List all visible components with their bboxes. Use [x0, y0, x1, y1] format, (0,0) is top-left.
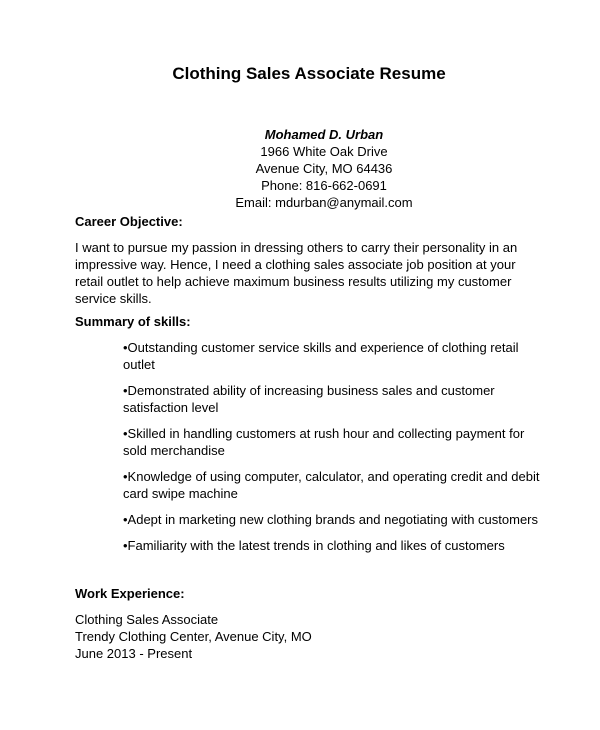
job-position: Clothing Sales Associate	[75, 612, 219, 627]
skills-heading: Summary of skills:	[75, 314, 191, 329]
career-objective-heading: Career Objective:	[75, 214, 183, 229]
skill-item: •Demonstrated ability of increasing business sales and customer satisfaction level	[123, 383, 495, 415]
job-dates: June 2013 - Present	[75, 646, 193, 661]
document-title: Clothing Sales Associate Resume	[172, 64, 446, 83]
job-employer: Trendy Clothing Center, Avenue City, MO	[75, 629, 312, 644]
skill-item: •Knowledge of using computer, calculator, and operating credit and debit card swipe machine	[123, 469, 540, 501]
skill-item: •Familiarity with the latest trends in clothing and likes of customers	[123, 538, 505, 553]
work-experience-heading: Work Experience:	[75, 586, 185, 601]
work-experience-entry	[75, 611, 312, 662]
address-line-1: 1966 White Oak Drive	[260, 144, 388, 159]
phone-number: Phone: 816-662-0691	[261, 178, 387, 193]
email-address: Email: mdurban@anymail.com	[235, 195, 413, 210]
skill-item: •Outstanding customer service skills and experience of clothing retail outlet	[123, 340, 519, 372]
address-line-2: Avenue City, MO 64436	[255, 161, 393, 176]
skill-item: •Adept in marketing new clothing brands and negotiating with customers	[123, 512, 539, 527]
contact-block	[0, 126, 600, 211]
career-objective-text: I want to pursue my passion in dressing others to carry their personality in an impressive way. Hence, I need a clothing sales associate job position at your retail outlet to help achieve maximum business results utilizing my customer service skills.	[75, 240, 518, 306]
skill-item: •Skilled in handling customers at rush hour and collecting payment for sold merchandise	[123, 426, 525, 458]
skills-list	[123, 339, 543, 563]
applicant-name: Mohamed D. Urban	[264, 127, 384, 142]
